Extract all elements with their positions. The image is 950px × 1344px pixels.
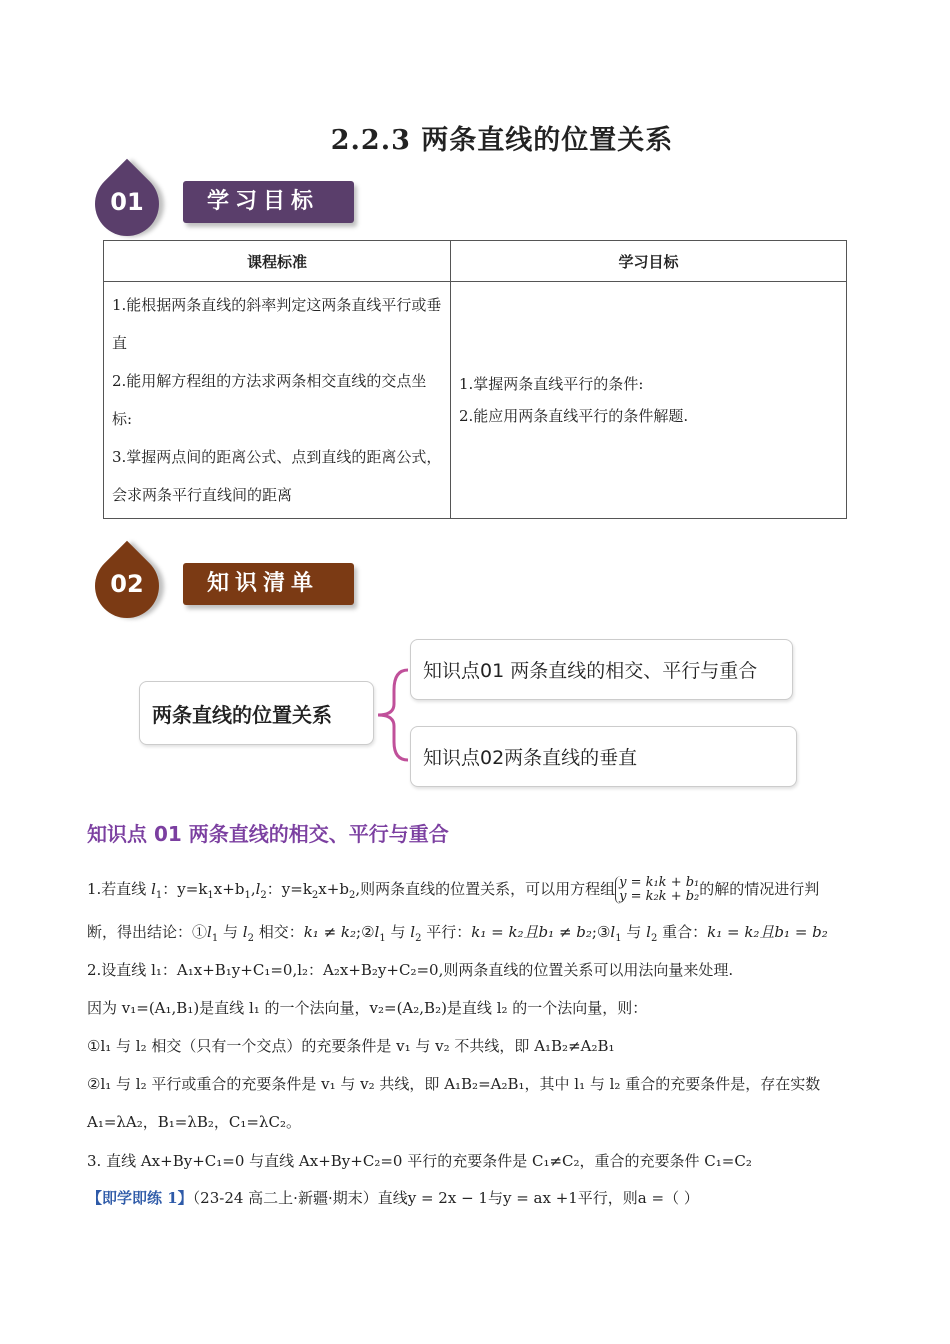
section-01-badge: 学习目标 <box>183 181 354 223</box>
knowledge-heading: 知识点 01 两条直线的相交、平行与重合 <box>87 822 449 846</box>
mindmap-brace-icon <box>372 660 412 770</box>
table-cell-standards <box>104 282 451 519</box>
paragraph-5: ②l₁ 与 l₂ 平行或重合的充要条件是 v₁ 与 v₂ 共线，即 A₁B₂=A₂B₁，其中 l₁ 与 l₂ 重合的充要条件是，存在实数 <box>87 1075 821 1093</box>
section-02-number: 02 <box>110 570 144 598</box>
mindmap-branch-01: 知识点01 两条直线的相交、平行与重合 <box>410 639 793 700</box>
paragraph-4: ①l₁ 与 l₂ 相交（只有一个交点）的充要条件是 v₁ 与 v₂ 不共线，即 A₁B₂≠A₂B₁ <box>87 1037 615 1055</box>
goals-table <box>103 240 847 519</box>
section-02-badge: 知识清单 <box>183 563 354 605</box>
paragraph-1-cont: 断，得出结论：$①l_1$ 与 $l_2$ 相交：$k_1 \ne k_2;②l_1$ 与 $l_2$ 平行：k₁ = k₂且$b_1 \ne b_2;③l_1$ 与 $l_2$ 重合：k₁ = k₂且b₁ = b₂ <box>87 923 828 944</box>
list-item: 1.能根据两条直线的斜率判定这两条直线平行或垂直 <box>112 296 442 352</box>
mindmap-branch-02: 知识点02两条直线的垂直 <box>410 726 797 787</box>
list-item: 1.掌握两条直线平行的条件: <box>459 375 644 393</box>
paragraph-6: A₁=λA₂，B₁=λB₂，C₁=λC₂。 <box>87 1113 301 1131</box>
section-01-number: 01 <box>110 188 144 216</box>
exercise-line <box>87 1187 867 1209</box>
table-header: 学习目标 <box>451 241 847 282</box>
exercise-text: （23-24 高二上·新疆·期末）直线y = 2x − 1与y = ax +1平行，则a =（ ） <box>192 1189 699 1207</box>
paragraph-3: 因为 v₁=(A₁,B₁)是直线 l₁ 的一个法向量，v₂=(A₂,B₂)是直线 l₂ 的一个法向量，则： <box>87 999 648 1017</box>
list-item: 3.掌握两点间的距离公式、点到直线的距离公式，会求两条平行直线间的距离 <box>112 448 442 504</box>
equation-system: y = k₁k + b₁ y = k₂k + b₂ <box>615 876 699 904</box>
page-title: 2.2.3 两条直线的位置关系 <box>330 125 674 156</box>
paragraph-7: 3. 直线 Ax+By+C₁=0 与直线 Ax+By+C₂=0 平行的充要条件是 C₁≠C₂，重合的充要条件 C₁=C₂ <box>87 1152 752 1170</box>
table-row <box>104 282 847 519</box>
mindmap-root: 两条直线的位置关系 <box>139 681 374 745</box>
list-item: 2.能应用两条直线平行的条件解题. <box>459 407 689 425</box>
table-header: 课程标准 <box>104 241 451 282</box>
list-item: 2.能用解方程组的方法求两条相交直线的交点坐标: <box>112 372 427 428</box>
paragraph-2: 2.设直线 l₁：A₁x+B₁y+C₁=0,l₂：A₂x+B₂y+C₂=0,则两条直线的位置关系可以用法向量来处理. <box>87 961 734 979</box>
exercise-tag: 【即学即练 1】 <box>87 1189 193 1207</box>
paragraph-1: 1.若直线 $l_1$：$y=k_1x+b_1,l_2$：$y=k_2x+b_2$,则两条直线的位置关系，可以用方程组 y = k₁k + b₁ y = k₂k + b₂ 的解的情况进行判 <box>87 875 820 904</box>
table-header-row <box>104 241 847 282</box>
table-cell-goals <box>451 282 847 519</box>
